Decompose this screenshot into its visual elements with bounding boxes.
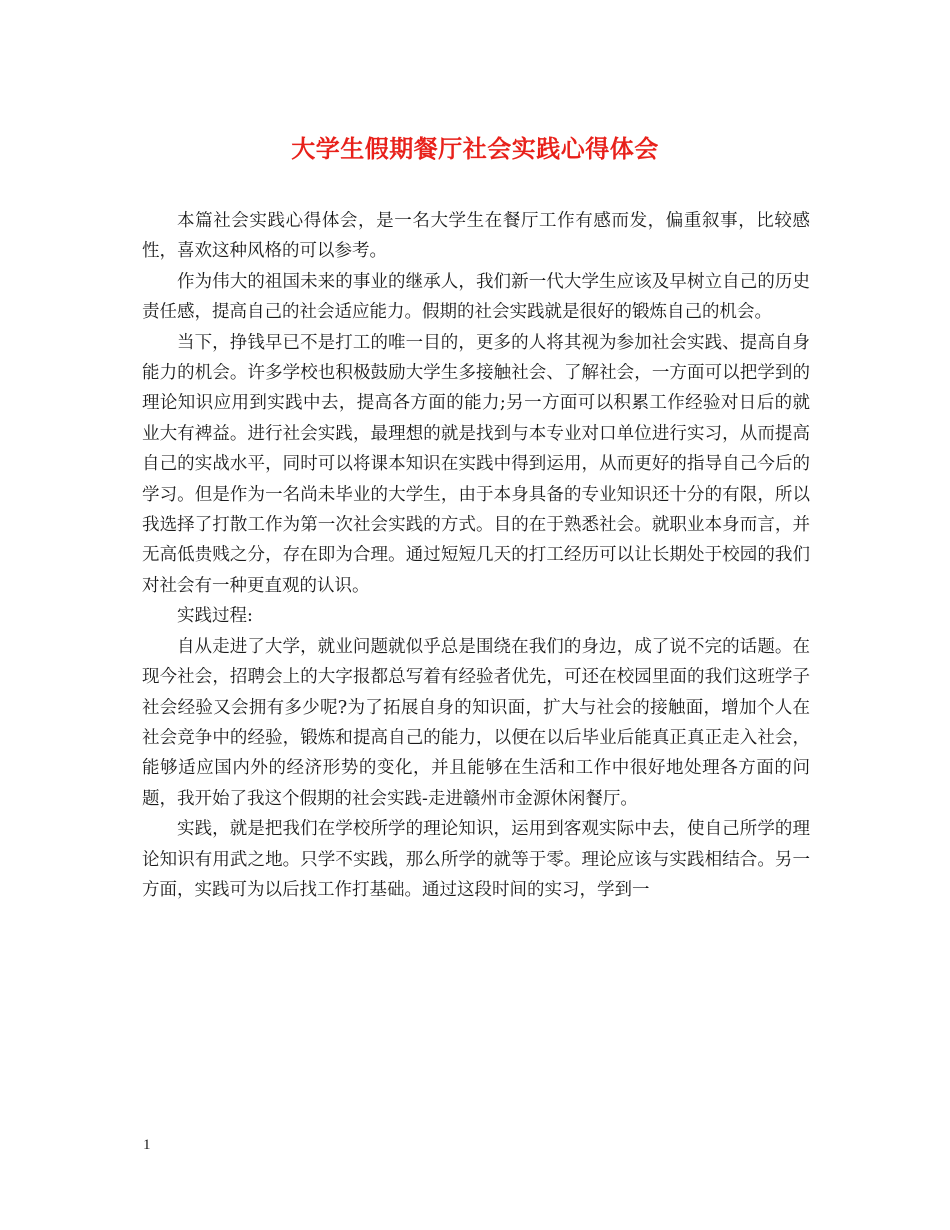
document-title: 大学生假期餐厅社会实践心得体会: [291, 134, 659, 163]
paragraph-intro: 本篇社会实践心得体会，是一名大学生在餐厅工作有感而发，偏重叙事，比较感性，喜欢这种风格的可以参考。: [142, 211, 810, 262]
paragraph-process-heading: 实践过程:: [177, 606, 253, 627]
page-number: 1: [143, 1137, 151, 1153]
paragraph-responsibility: 作为伟大的祖国未来的事业的继承人，我们新一代大学生应该及早树立自己的历史责任感，提高自己的社会适应能力。假期的社会实践就是很好的锻炼自己的机会。: [142, 271, 810, 323]
paragraph-practice: 实践，就是把我们在学校所学的理论知识，运用到客观实际中去，使自己所学的理论知识有用武之地。只学不实践，那么所学的就等于零。理论应该与实践相结合。另一方面，实践可为以后找工作打基础。通过这段时间的实习，学到一: [142, 819, 810, 900]
paragraph-purpose: 当下，挣钱早已不是打工的唯一目的，更多的人将其视为参加社会实践、提高自身能力的机会。许多学校也积极鼓励大学生多接触社会、了解社会，一方面可以把学到的理论知识应用到实践中去，提高各方面的能力;另一方面可以积累工作经验对日后的就业大有裨益。进行社会实践，最理想的就是找到与本专业对口单位进行实习，从而提高自己的实战水平，同时可以将课本知识在实践中得到运用，从而更好的指导自己今后的学习。但是作为一名尚未毕业的大学生，由于本身具备的专业知识还十分的有限，所以我选择了打散工作为第一次社会实践的方式。目的在于熟悉社会。就职业本身而言，并无高低贵贱之分，存在即为合理。通过短短几天的打工经历可以让长期处于校园的我们对社会有一种更直观的认识。: [142, 332, 810, 596]
document-body: [142, 206, 810, 905]
paragraph-process: 自从走进了大学，就业问题就似乎总是围绕在我们的身边，成了说不完的话题。在现今社会，招聘会上的大字报都总写着有经验者优先，可还在校园里面的我们这班学子社会经验又会拥有多少呢?为了拓展自身的知识面，扩大与社会的接触面，增加个人在社会竞争中的经验，锻炼和提高自己的能力，以便在以后毕业后能真正真正走入社会，能够适应国内外的经济形势的变化，并且能够在生活和工作中很好地处理各方面的问题，我开始了我这个假期的社会实践-走进赣州市金源休闲餐厅。: [142, 636, 810, 809]
